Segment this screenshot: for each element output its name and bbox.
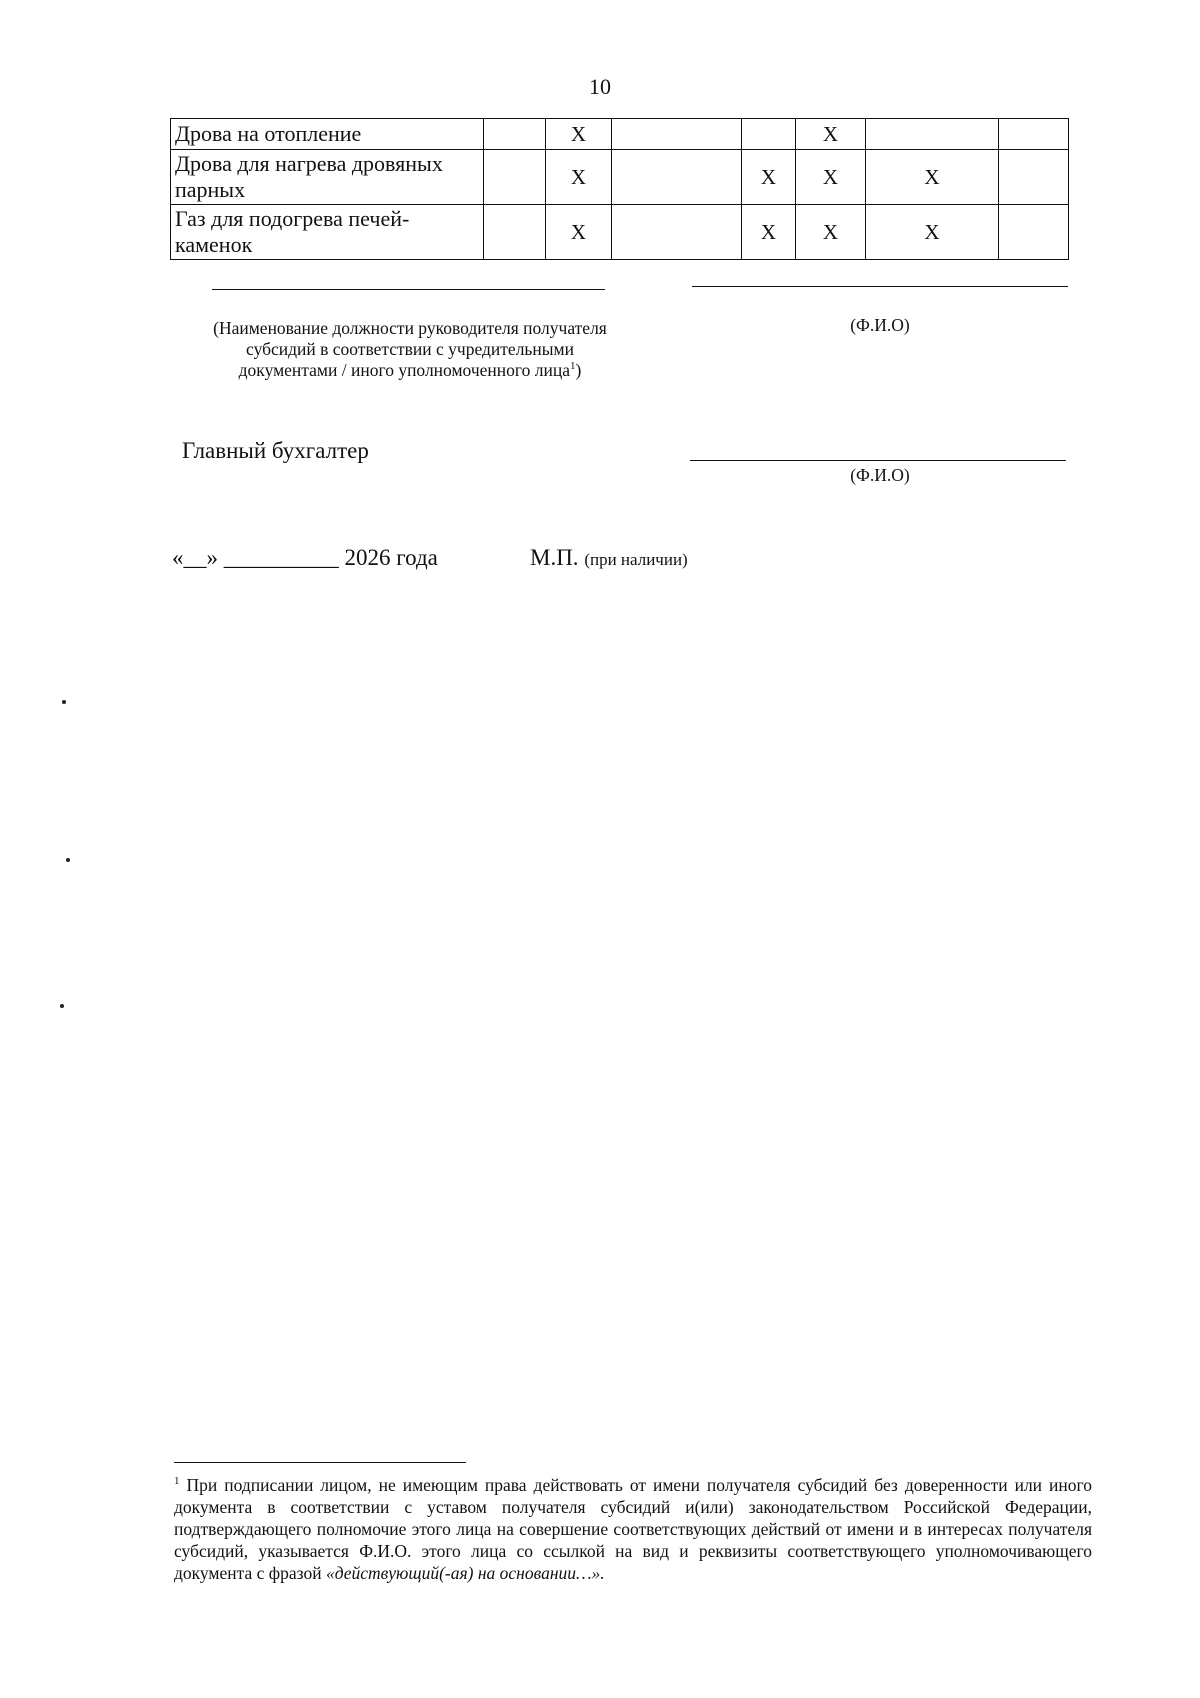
date-line <box>172 545 438 571</box>
day-blank: __ <box>183 545 207 570</box>
table-cell <box>866 119 999 150</box>
table-cell <box>484 150 546 205</box>
footnote-separator <box>174 1462 466 1463</box>
table-cell: X <box>546 150 612 205</box>
table-cell: X <box>866 205 999 260</box>
fio-signature-line <box>692 286 1068 287</box>
chief-accountant-label: Главный бухгалтер <box>182 438 369 463</box>
table-cell <box>999 150 1069 205</box>
table-cell: X <box>546 119 612 150</box>
page-number: 10 <box>589 74 611 99</box>
position-caption <box>210 318 610 381</box>
stamp-place <box>530 545 688 571</box>
scan-speck <box>60 1004 64 1008</box>
footnote <box>174 1474 1092 1584</box>
position-signature-line <box>212 289 605 290</box>
row-name-cell: Дрова на отопление <box>171 119 484 150</box>
table-cell <box>612 205 742 260</box>
table-cell: X <box>742 150 796 205</box>
chief-fio-caption: (Ф.И.О) <box>850 465 910 485</box>
table-row <box>171 119 1069 150</box>
table-cell <box>742 119 796 150</box>
table-cell: X <box>796 205 866 260</box>
table-cell: X <box>546 205 612 260</box>
position-caption-text: (Наименование должности руководителя получателя субсидий в соответствии с учредительными документами / иного уполномоченного лица <box>213 318 607 380</box>
open-quote: « <box>172 545 184 570</box>
table-cell <box>999 205 1069 260</box>
close-quote: » <box>206 545 218 570</box>
table-cell <box>484 119 546 150</box>
table-cell: X <box>742 205 796 260</box>
fio-caption: (Ф.И.О) <box>850 315 910 335</box>
table-cell: X <box>866 150 999 205</box>
table-cell <box>484 205 546 260</box>
table-cell: X <box>796 119 866 150</box>
chief-signature-line <box>690 460 1066 461</box>
table-row <box>171 205 1069 260</box>
table-cell <box>612 119 742 150</box>
stamp-label: М.П. <box>530 545 579 570</box>
table-cell: X <box>796 150 866 205</box>
row-name-cell: Дрова для нагрева дровяных парных <box>171 150 484 205</box>
fuel-table <box>170 118 1069 260</box>
scan-speck <box>62 700 66 704</box>
scan-speck <box>66 858 70 862</box>
table-cell <box>999 119 1069 150</box>
position-caption-end: ) <box>575 360 582 380</box>
footnote-text: При подписании лицом, не имеющим права действовать от имени получателя субсидий без доверенности или иного документа в соответствии с уставом получателя субсидий и(или) законодательством Российской Федерации, подтверждающего полномочие этого лица на совершение соответствующих действий от имени и в интересах получателя субсидий, указывается Ф.И.О. этого лица со ссылкой на вид и реквизиты соответствующего уполномочивающего документа с фразой <box>174 1475 1093 1583</box>
footnote-marker: 1 <box>174 1475 180 1488</box>
footnote-reference: 1 <box>570 360 576 373</box>
footnote-italic-text: «действующий(-ая) на основании…». <box>325 1563 605 1583</box>
row-name-cell: Газ для подогрева печей-каменок <box>171 205 484 260</box>
table-row <box>171 150 1069 205</box>
year-text: 2026 года <box>344 545 438 570</box>
table-cell <box>612 150 742 205</box>
month-blank: __________ <box>223 545 339 570</box>
stamp-note: (при наличии) <box>584 550 688 569</box>
